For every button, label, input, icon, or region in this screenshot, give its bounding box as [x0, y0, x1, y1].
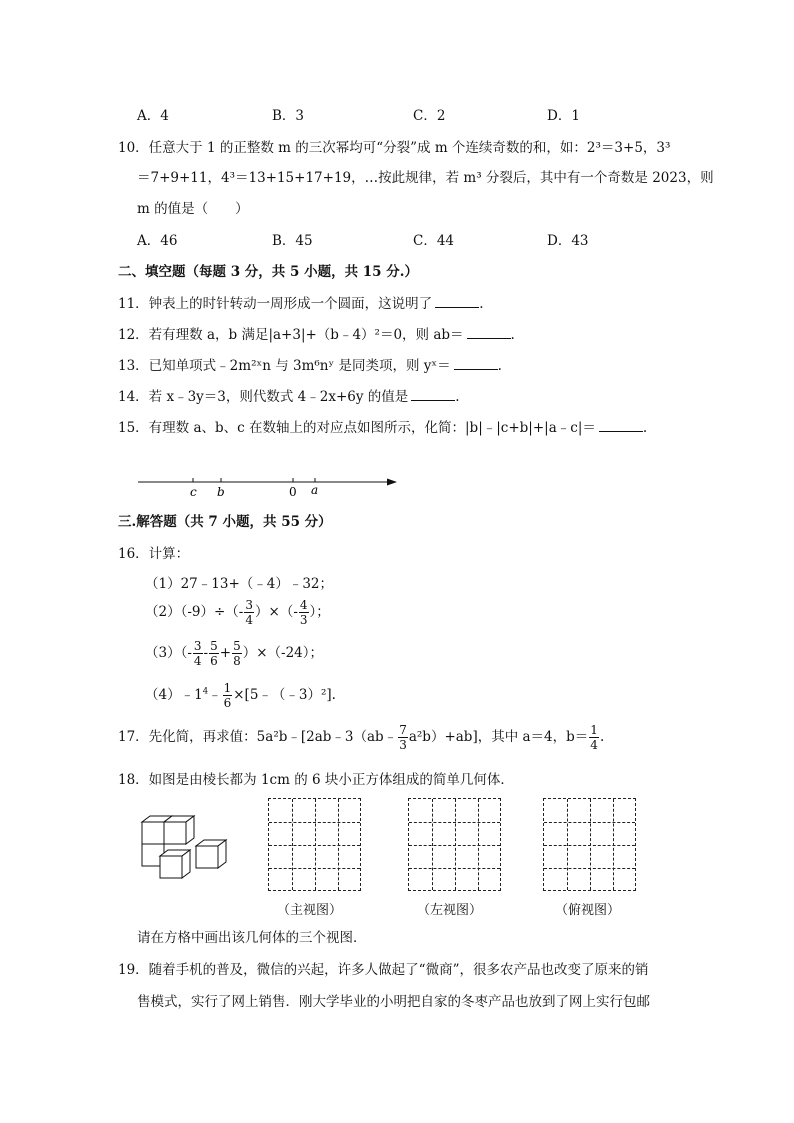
q19-line2: 售模式，实行了网上销售．刚大学毕业的小明把自家的冬枣产品也放到了网上实行包邮 — [137, 994, 650, 1010]
q19-line1: 19．随着手机的普及，微信的兴起，许多人做起了“微商”，很多农产品也改变了原来的销 — [118, 962, 649, 978]
q13-line: 13．已知单项式﹣2m²ˣn 与 3m⁶nʸ 是同类项，则 yˣ＝ . — [118, 358, 502, 374]
q11-line: 11．钟表上的时针转动一周形成一个圆面，这说明了 . — [118, 296, 484, 312]
q16-p4-exp: 4 — [202, 686, 209, 697]
fraction-5-6: $\frac{5}{6}$ — [210, 639, 218, 668]
q13-blank[interactable] — [454, 359, 498, 370]
q12-text: 12．若有理数 a，b 满足|a+3|+（b﹣4）²＝0，则 ab＝ — [118, 327, 464, 343]
q9-option-a[interactable]: A．4 — [137, 108, 169, 124]
q14-line: 14．若 x﹣3y＝3，则代数式 4﹣2x+6y 的值是 . — [118, 389, 460, 405]
q11-text: 11．钟表上的时针转动一周形成一个圆面，这说明了 — [118, 296, 433, 312]
q12-line: 12．若有理数 a，b 满足|a+3|+（b﹣4）²＝0，则 ab＝ . — [118, 327, 515, 343]
q12-blank[interactable] — [467, 328, 511, 339]
q16-p3-prefix: （3）（- — [145, 645, 192, 661]
q9-option-d[interactable]: D．1 — [547, 108, 580, 124]
top-view-caption: （俯视图） — [555, 903, 621, 918]
q16-p2-suffix: ）； — [309, 604, 330, 620]
q18-text: 18．如图是由棱长都为 1cm 的 6 块小正方体组成的简单几何体． — [118, 772, 514, 788]
q10-option-a[interactable]: A．46 — [137, 233, 178, 249]
q17-prefix: 17．先化简，再求值：5a²b﹣[2ab﹣3（ab﹣ — [118, 729, 398, 745]
q16-p4-prefix: （4）﹣1 — [145, 687, 203, 703]
label-b: b — [217, 485, 225, 499]
q16-p2-prefix: （2）（-9）÷（- — [145, 604, 244, 620]
q9-option-c[interactable]: C．2 — [413, 108, 446, 124]
fraction-4-3: $\frac{4}{3}$ — [299, 598, 308, 627]
front-view-caption: （主视图） — [277, 903, 343, 918]
q16-p4-suffix: ×[5﹣（﹣3）²]. — [233, 687, 336, 703]
q16-part1: （1）27﹣13+（﹣4）﹣32； — [145, 576, 334, 592]
left-view-grid[interactable] — [408, 798, 501, 891]
q15-blank[interactable] — [599, 421, 643, 432]
number-line — [135, 472, 400, 502]
q18-instruction: 请在方格中画出该几何体的三个视图． — [137, 930, 367, 946]
label-a: a — [311, 483, 319, 497]
front-view-grid[interactable] — [268, 798, 361, 891]
fraction-3-4: $\frac{3}{4}$ — [193, 639, 202, 668]
cube-top-right — [164, 816, 194, 844]
q9-option-b[interactable]: B．3 — [272, 108, 305, 124]
q15-line: 15．有理数 a、b、c 在数轴上的对应点如图所示，化简：|b|﹣|c+b|+|a﹣c|＝ . — [118, 420, 648, 436]
q17-line — [118, 724, 604, 751]
fraction-1-6: $\frac{1}{6}$ — [223, 681, 232, 710]
q16-p4-minus: ﹣ — [208, 687, 222, 703]
cube-right — [196, 840, 226, 868]
q11-blank[interactable] — [435, 297, 479, 308]
q16-p2-mid: ）×（- — [255, 604, 298, 620]
q10-line3: m 的值是（ ） — [137, 201, 249, 217]
q17-suffix: . — [599, 729, 605, 745]
q10-line2: ＝7+9+11，4³＝13+15+17+19，…按此规律，若 m³ 分裂后，其中有一个奇数是 2023，则 — [137, 170, 714, 186]
cube-figure — [138, 812, 238, 888]
q14-blank[interactable] — [411, 390, 455, 401]
q17-mid: a²b）+ab]，其中 a＝4，b＝ — [408, 729, 589, 745]
q14-text: 14．若 x﹣3y＝3，则代数式 4﹣2x+6y 的值是 — [118, 389, 409, 405]
label-0: 0 — [289, 485, 297, 499]
q10-line1: 10．任意大于 1 的正整数 m 的三次幂均可“分裂”成 m 个连续奇数的和，如：2³＝3+5，3³ — [118, 140, 671, 156]
fraction-5-8: $\frac{5}{8}$ — [233, 639, 241, 668]
q16-part3: （3）（- $\frac{3}{4}$ - $\frac{5}{6}$ + $\frac{5}{8}$ ）×（-24）； — [145, 639, 324, 668]
q10-option-b[interactable]: B．45 — [272, 233, 313, 249]
q10-option-d[interactable]: D．43 — [547, 233, 589, 249]
left-view-caption: （左视图） — [417, 903, 483, 918]
cube-front-middle — [160, 850, 190, 878]
q16-part4 — [145, 682, 336, 709]
q15-text: 15．有理数 a、b、c 在数轴上的对应点如图所示，化简：|b|﹣|c+b|+|a﹣c|＝ — [118, 420, 596, 436]
section3-title: 三.解答题（共 7 小题，共 55 分） — [118, 514, 332, 530]
section2-title: 二、填空题（每题 3 分，共 5 小题，共 15 分.） — [118, 264, 418, 280]
fraction-1-4: $\frac{1}{4}$ — [590, 723, 598, 752]
fraction-7-3: $\frac{7}{3}$ — [399, 723, 407, 752]
q13-text: 13．已知单项式﹣2m²ˣn 与 3m⁶nʸ 是同类项，则 yˣ＝ — [118, 358, 451, 374]
fraction-3-4: $\frac{3}{4}$ — [245, 598, 254, 627]
q16-p3-suffix: ）×（-24）； — [242, 645, 324, 661]
q16-title: 16．计算： — [118, 546, 190, 562]
top-view-grid[interactable] — [543, 798, 636, 891]
label-c: c — [190, 485, 197, 499]
q16-part2 — [145, 599, 330, 626]
q10-option-c[interactable]: C．44 — [413, 233, 455, 249]
